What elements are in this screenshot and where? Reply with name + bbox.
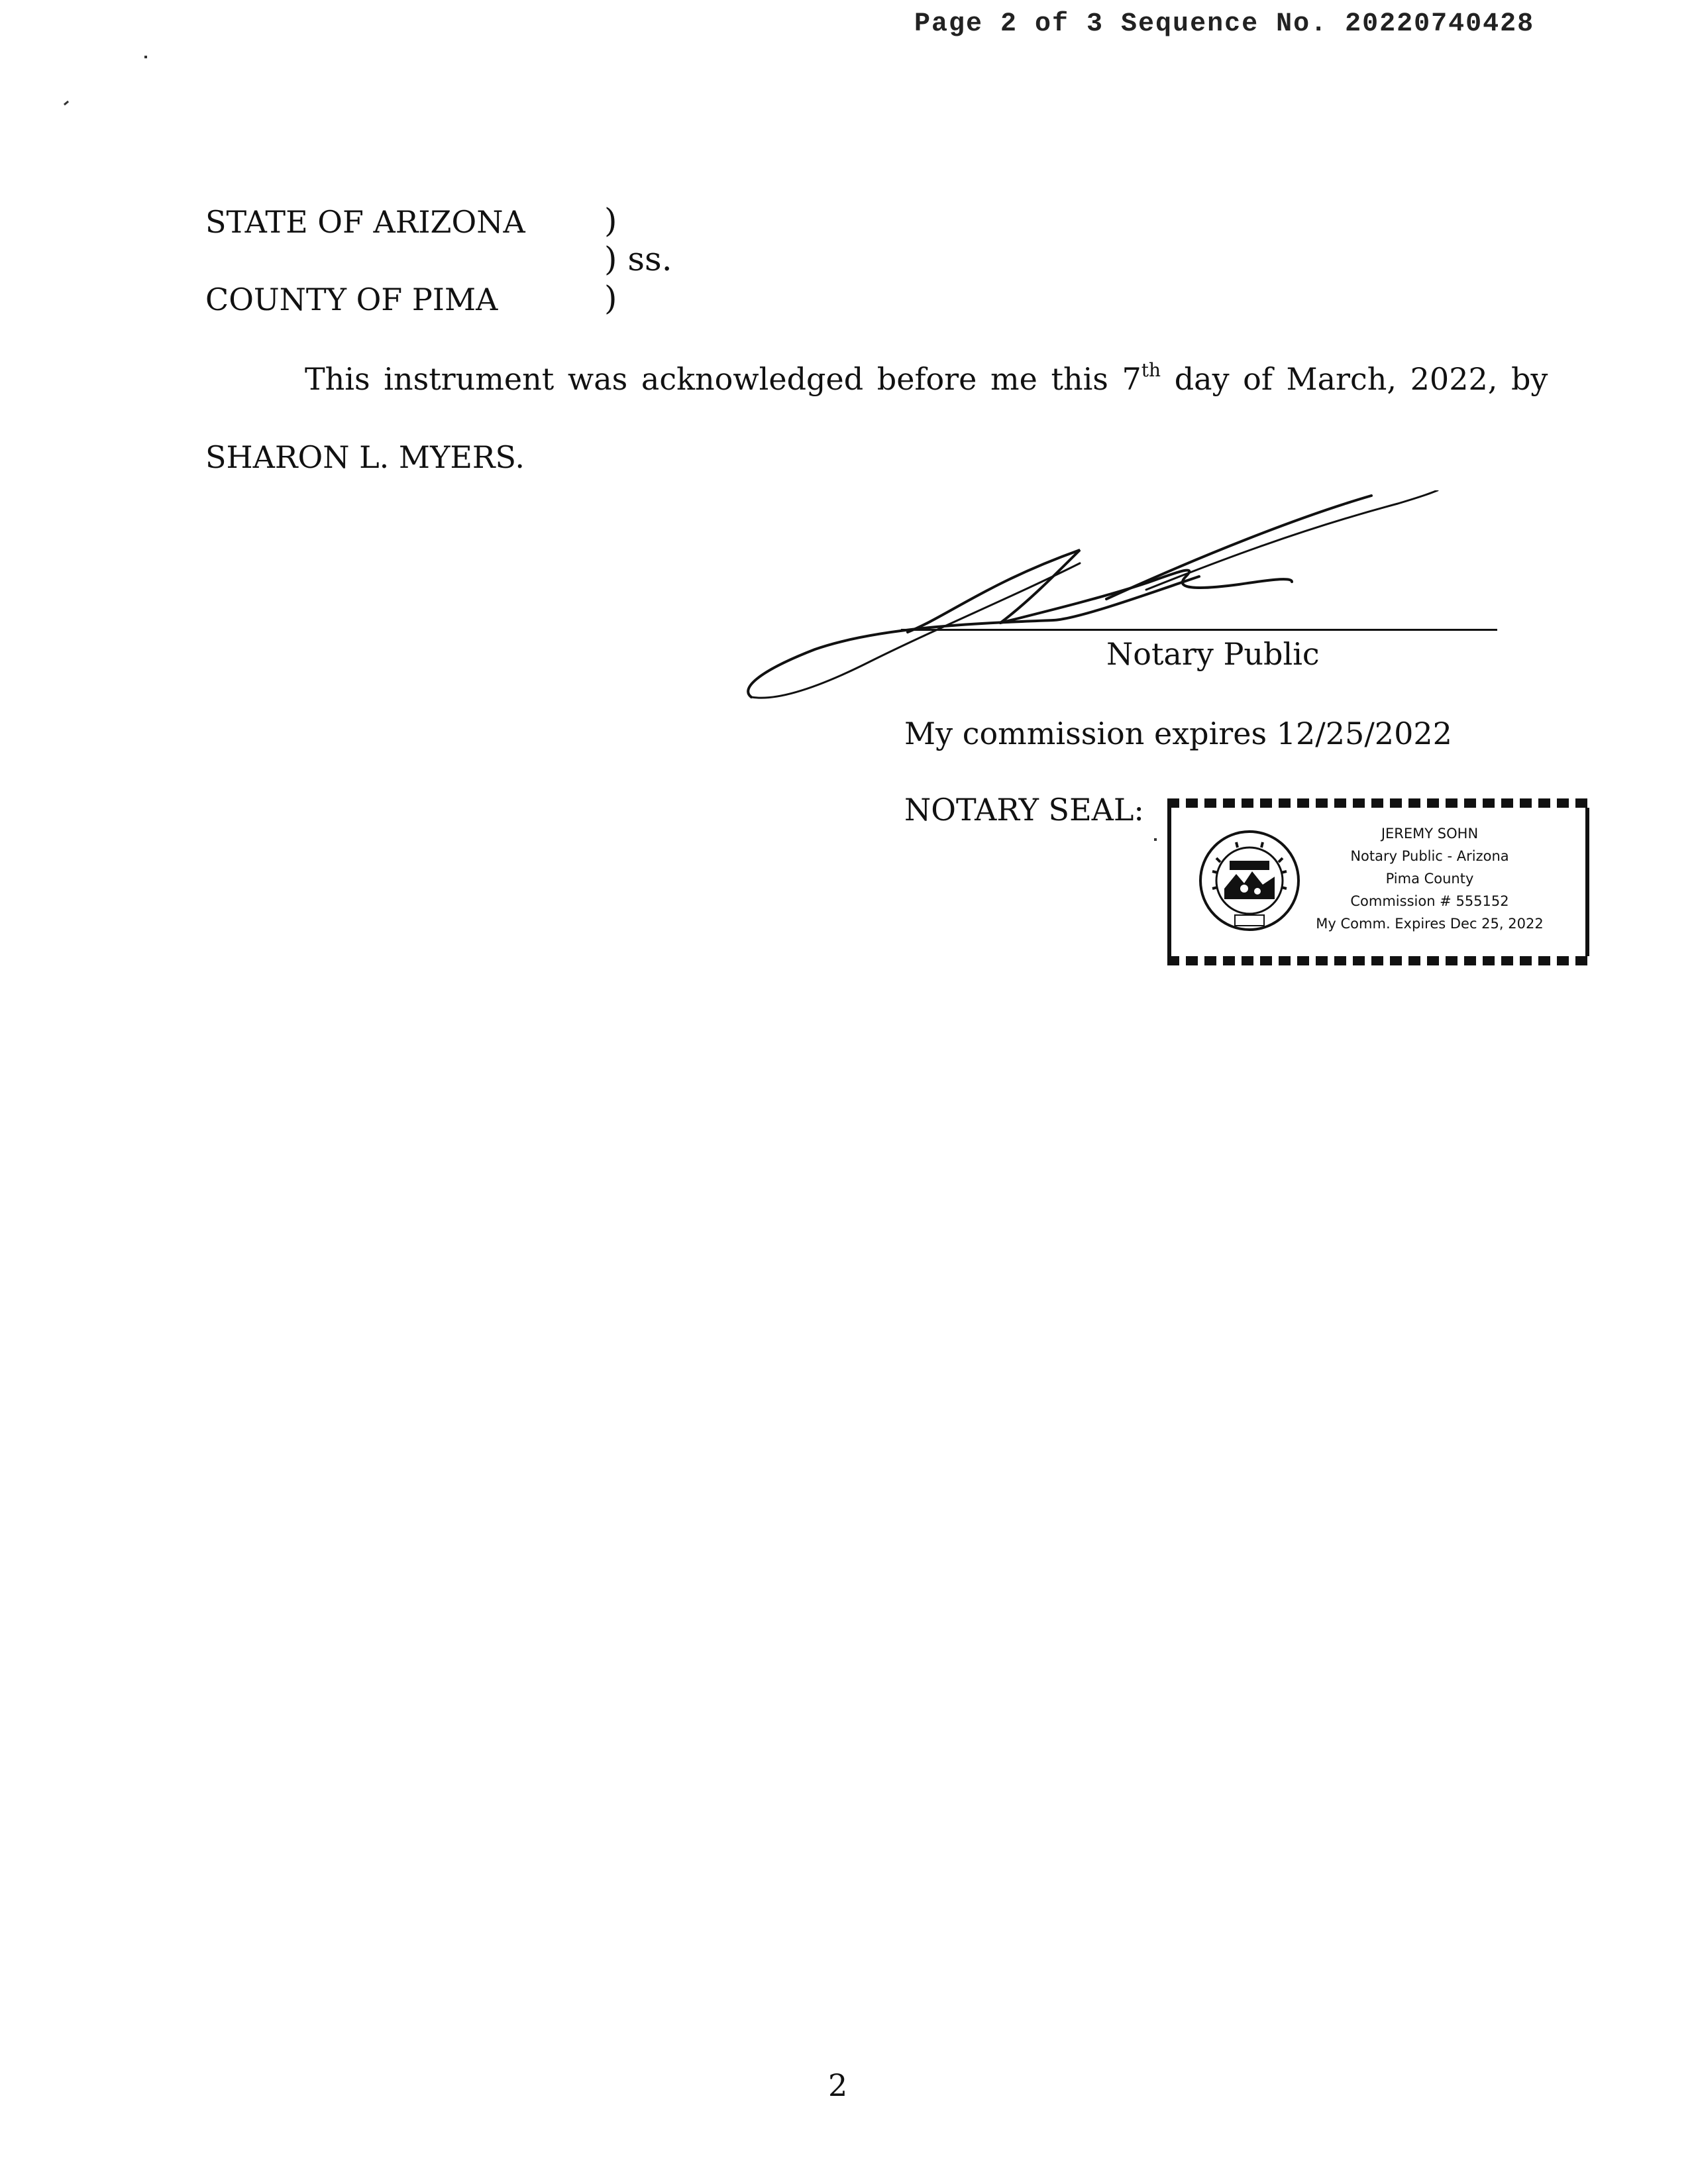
notary-seal-stamp: [1167, 798, 1589, 965]
scan-speck: [1154, 838, 1157, 841]
seal-expiration: My Comm. Expires Dec 25, 2022: [1316, 916, 1544, 932]
venue-county: COUNTY OF PIMA: [205, 282, 498, 317]
seal-notary-title: Notary Public - Arizona: [1350, 848, 1509, 864]
signature-line: [901, 629, 1497, 631]
venue-paren-top: ): [604, 201, 617, 240]
seal-text-block: [1284, 822, 1575, 935]
scan-speck: [64, 101, 69, 105]
acknowledgment-text: This instrument was acknowledged before me this 7: [305, 361, 1141, 397]
seal-county: Pima County: [1385, 871, 1474, 887]
venue-paren-bottom: ): [604, 279, 617, 317]
venue-ss: ) ss.: [604, 240, 672, 278]
acknowledgment-text-end: day of March, 2022, by: [1161, 361, 1548, 397]
acknowledgment-line-1: [305, 361, 1548, 397]
seal-notary-name: JEREMY SOHN: [1381, 826, 1479, 842]
seal-commission-number: Commission # 555152: [1350, 893, 1509, 909]
notary-public-label: Notary Public: [1106, 636, 1320, 672]
ordinal-suffix: th: [1141, 359, 1161, 381]
venue-state: STATE OF ARIZONA: [205, 204, 525, 240]
page-number: 2: [828, 2067, 848, 2103]
scan-speck: [144, 56, 147, 58]
notary-signature: [735, 490, 1464, 709]
acknowledgment-line-2: SHARON L. MYERS.: [205, 439, 525, 475]
commission-expires: My commission expires 12/25/2022: [904, 716, 1452, 751]
notary-seal-label: NOTARY SEAL:: [904, 792, 1144, 828]
page-header: Page 2 of 3 Sequence No. 20220740428: [914, 9, 1535, 39]
